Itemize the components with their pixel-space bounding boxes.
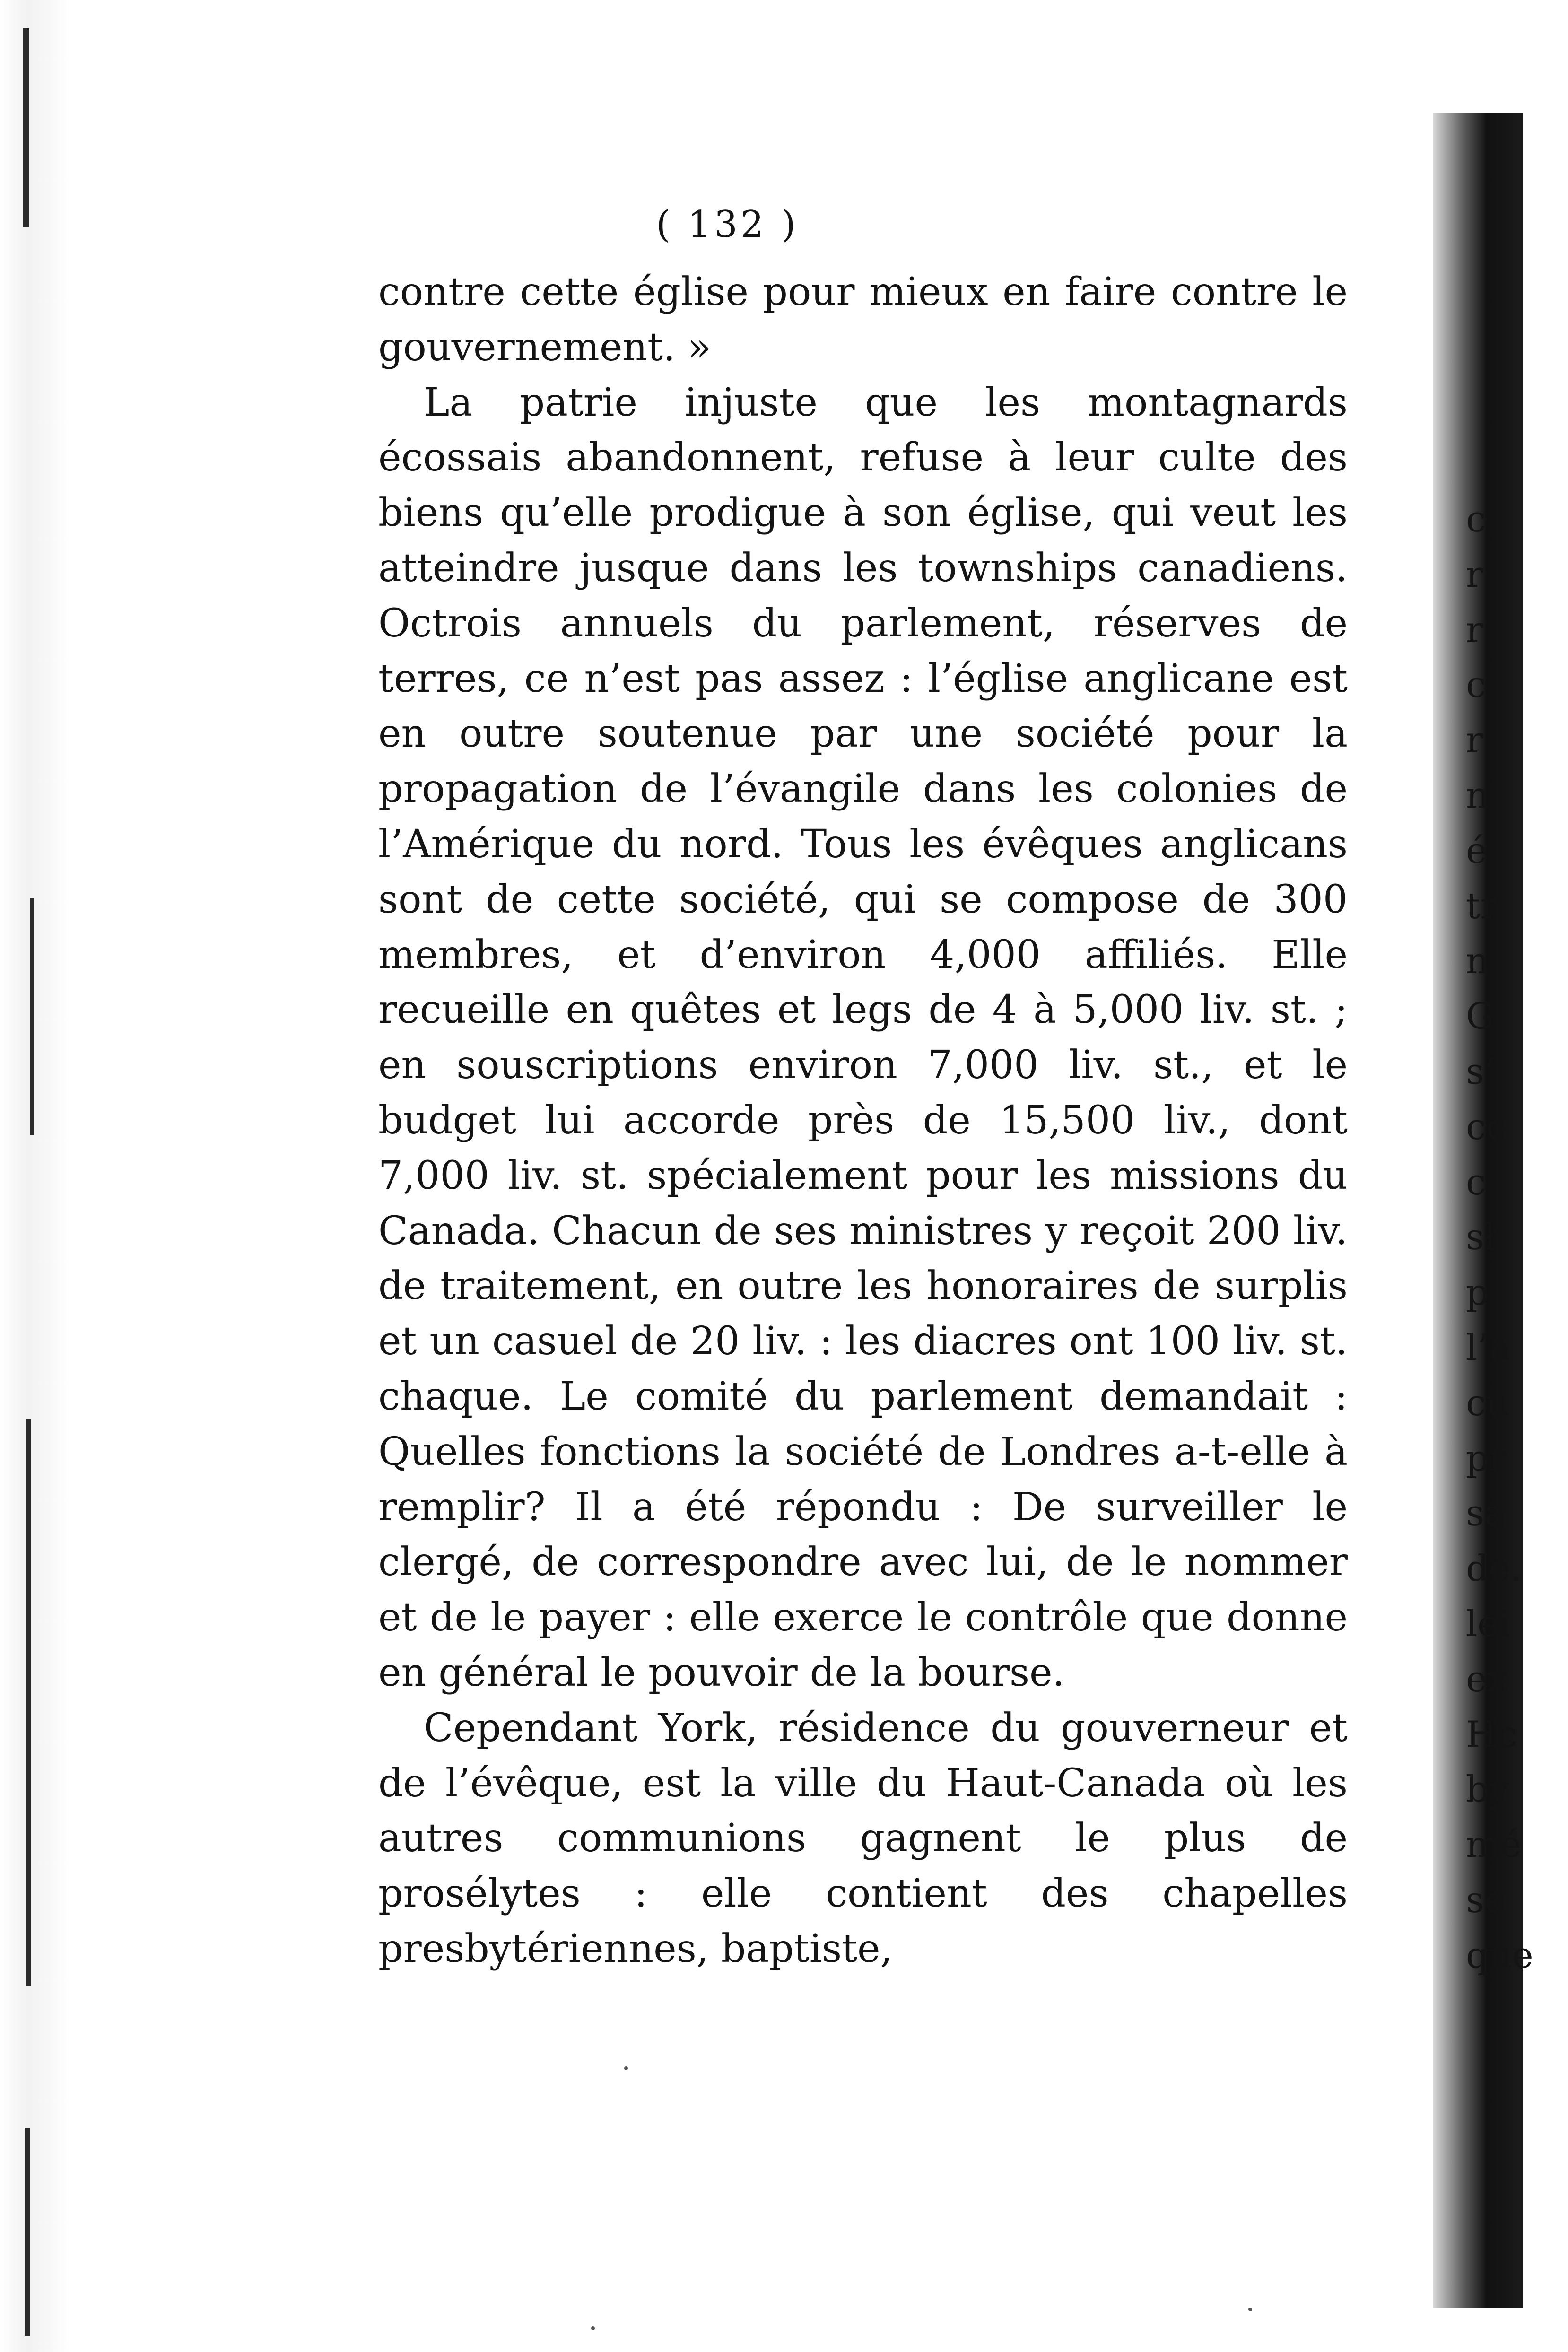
next-page-fragment: cu (1466, 1381, 1509, 1424)
next-page-fragment: n (1466, 774, 1489, 816)
scan-speck (591, 2326, 595, 2330)
scan-artifact-streak (26, 1419, 31, 1986)
next-page-fragment: é (1466, 829, 1487, 871)
next-page-fragment: r (1466, 553, 1483, 595)
next-page-fragment: mé (1466, 1823, 1522, 1866)
next-page-fragment: sa (1466, 1492, 1506, 1534)
next-page-fragment: l’a (1466, 1326, 1510, 1368)
left-scan-margin (0, 0, 71, 2352)
next-page-fragment: cc (1466, 1105, 1507, 1148)
scan-artifact-streak (25, 2128, 30, 2336)
scan-speck (1248, 2308, 1252, 2311)
scan-artifact-streak (30, 898, 34, 1135)
next-page-fragment: se (1466, 1878, 1506, 1921)
next-page-fragment: c (1466, 498, 1486, 540)
scan-speck (624, 2066, 628, 2070)
next-page-fragment: by (1466, 1768, 1509, 1811)
next-page-fragment: c (1466, 663, 1486, 706)
next-page-fragment: p (1466, 1271, 1489, 1314)
next-page-fragment: pr (1466, 1437, 1506, 1479)
paragraph: La patrie injuste que les montagnards écossais abandonnent, refuse à leur culte des biens qu’elle prodigue à son église, qui veut les atteindre jusque dans les townships canadiens. Octrois annuels du parlement, réserves de terres, ce n’est pas assez : l’église anglicane est en outre soutenue par une société pour la propagation de l’évangile dans les colonies de l’Amérique du nord. Tous les évêques anglicans sont de cette société, qui se compose de 300 membres, et d’environ 4,000 affiliés. Elle recueille en quêtes et legs de 4 à 5,000 liv. st. ; en souscriptions environ 7,000 liv. st., et le budget lui accorde près de 15,500 liv., dont 7,000 liv. st. spécialement pour les missions du Canada. Chacun de ses ministres y reçoit 200 liv. de traitement, en outre les honoraires de surplis et un casuel de 20 liv. : les diacres ont 100 liv. st. chaque. Le comité du parlement demandait : Quelles fonctions la société de Londres a-t-elle à remplir? Il a été répondu : De surveiller le clergé, de correspondre avec lui, de le nommer et de le payer : elle exerce le contrôle que donne en général le pouvoir de la bourse. (378, 380, 1348, 1695)
next-page-fragment: Hc (1466, 1713, 1517, 1755)
scan-artifact-streak (23, 28, 29, 227)
next-page-fragment: r (1466, 608, 1483, 651)
next-page-fragment: n (1466, 940, 1489, 982)
page-number: ( 132 ) (656, 203, 799, 246)
paragraph-continuation: contre cette église pour mieux en faire contre le gouvernement. » (378, 270, 1348, 370)
next-page-edge-text (1466, 492, 1560, 1983)
next-page-fragment: G (1466, 995, 1495, 1037)
next-page-fragment: lei (1466, 1602, 1510, 1645)
next-page-fragment: tr (1466, 884, 1498, 927)
page-body (378, 265, 1348, 1977)
next-page-fragment: sł (1466, 1216, 1496, 1258)
next-page-fragment: c (1466, 1160, 1486, 1203)
next-page-fragment: s’ (1466, 1050, 1496, 1092)
next-page-fragment: r (1466, 719, 1483, 761)
next-page-fragment: que (1466, 1934, 1533, 1976)
paragraph: Cependant York, résidence du gouverneur et de l’évêque, est la ville du Haut-Canada où les autres communions gagnent le plus de prosélytes : elle contient des chapelles presbytériennes, baptiste, (378, 1705, 1348, 1971)
next-page-fragment: de. (1466, 1547, 1522, 1590)
next-page-fragment: ex (1466, 1657, 1507, 1700)
